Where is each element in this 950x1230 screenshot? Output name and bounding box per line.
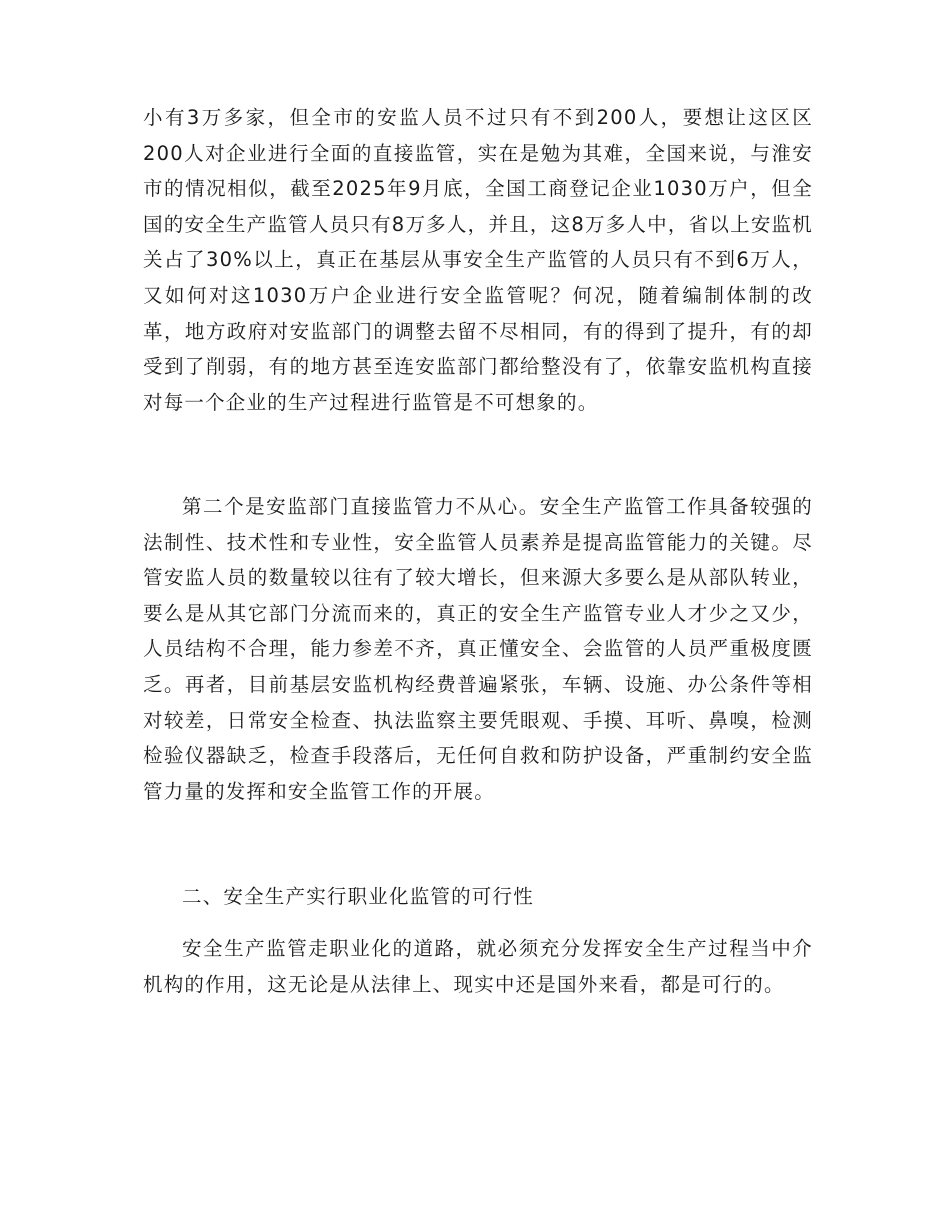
body-paragraph-continued: 小有3万多家，但全市的安监人员不过只有不到200人，要想让这区区200人对企业进行全面的直接监管，实在是勉为其难，全国来说，与淮安市的情况相似，截至2025年9月底，全国工商登记企业1030万户，但全国的安全生产监管人员只有8万多人，并且，这8万多人中，省以上安监机关占了30%以上，真正在基层从事安全生产监管的人员只有不到6万人，又如何对这1030万户企业进行安全监管呢？何况，随着编制体制的改革，地方政府对安监部门的调整去留不尽相同，有的得到了提升，有的却受到了削弱，有的地方甚至连安监部门都给整没有了，依靠安监机构直接对每一个企业的生产过程进行监管是不可想象的。 [143, 106, 813, 414]
body-paragraph-feasibility: 安全生产监管走职业化的道路，就必须充分发挥安全生产过程当中介机构的作用，这无论是从法律上、现实中还是国外来看，都是可行的。 [143, 937, 813, 996]
section-heading-feasibility: 二、安全生产实行职业化监管的可行性 [182, 885, 534, 908]
body-paragraph-second-reason: 第二个是安监部门直接监管力不从心。安全生产监管工作具备较强的法制性、技术性和专业性，安全监管人员素养是提高监管能力的关键。尽管安监人员的数量较以往有了较大增长，但来源大多要么是从部队转业，要么是从其它部门分流而来的，真正的安全生产监管专业人才少之又少，人员结构不合理，能力参差不齐，真正懂安全、会监管的人员严重极度匮乏。再者，目前基层安监机构经费普遍紧张，车辆、设施、办公条件等相对较差，日常安全检查、执法监察主要凭眼观、手摸、耳听、鼻嗅，检测检验仪器缺乏，检查手段落后，无任何自救和防护设备，严重制约安全监管力量的发挥和安全监管工作的开展。 [143, 495, 813, 803]
